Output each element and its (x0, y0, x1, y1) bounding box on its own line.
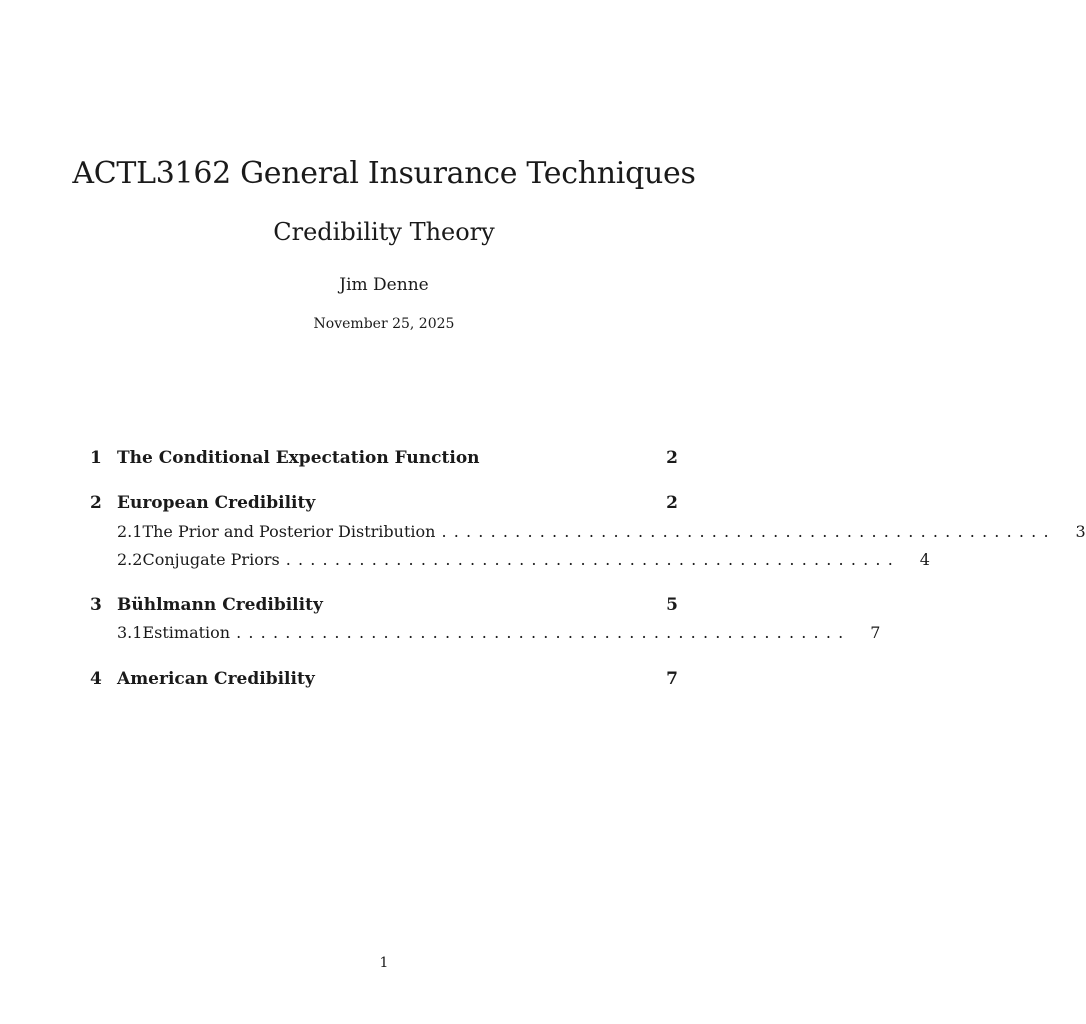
toc-subsection-page: 4 (919, 550, 930, 569)
toc-dot-leader: .................................................. (236, 623, 851, 642)
toc-section[interactable] (90, 669, 678, 693)
toc-subsection-page: 3 (1075, 522, 1086, 541)
toc-section-title: American Credibility (117, 669, 315, 689)
toc-subsection-title: The Prior and Posterior Distribution (142, 522, 436, 541)
toc-section[interactable] (90, 595, 678, 619)
document-title: ACTL3162 General Insurance Techniques (72, 156, 696, 191)
toc-subsection-number: 2.1 (117, 522, 143, 541)
toc-subsection[interactable] (90, 522, 1086, 546)
toc-section-title: The Conditional Expectation Function (117, 448, 480, 468)
toc-section-number: 3 (90, 595, 102, 615)
toc-dot-leader: .................................................. (441, 522, 1056, 541)
toc-subsection-number: 2.2 (117, 550, 143, 569)
toc-section[interactable] (90, 493, 678, 517)
toc-section-number: 4 (90, 669, 102, 689)
toc-section-number: 1 (90, 448, 102, 468)
document-date: November 25, 2025 (313, 316, 455, 332)
toc-section-number: 2 (90, 493, 102, 513)
document-author: Jim Denne (339, 275, 429, 295)
toc-subsection[interactable] (90, 550, 930, 574)
toc-section[interactable] (90, 448, 678, 472)
toc-section-title: European Credibility (117, 493, 316, 513)
toc-section-title: Bühlmann Credibility (117, 595, 323, 615)
toc-section-page: 5 (666, 595, 678, 615)
toc-dot-leader: .................................................. (285, 550, 900, 569)
toc-section-page: 2 (666, 493, 678, 513)
toc-subsection-number: 3.1 (117, 623, 143, 642)
page-number-footer: 1 (379, 955, 389, 971)
toc-subsection[interactable] (90, 623, 881, 647)
toc-section-page: 7 (666, 669, 678, 689)
toc-section-page: 2 (666, 448, 678, 468)
toc-subsection-page: 7 (870, 623, 881, 642)
toc-subsection-title: Estimation (142, 623, 231, 642)
document-subtitle: Credibility Theory (273, 218, 495, 246)
toc-subsection-title: Conjugate Priors (142, 550, 280, 569)
